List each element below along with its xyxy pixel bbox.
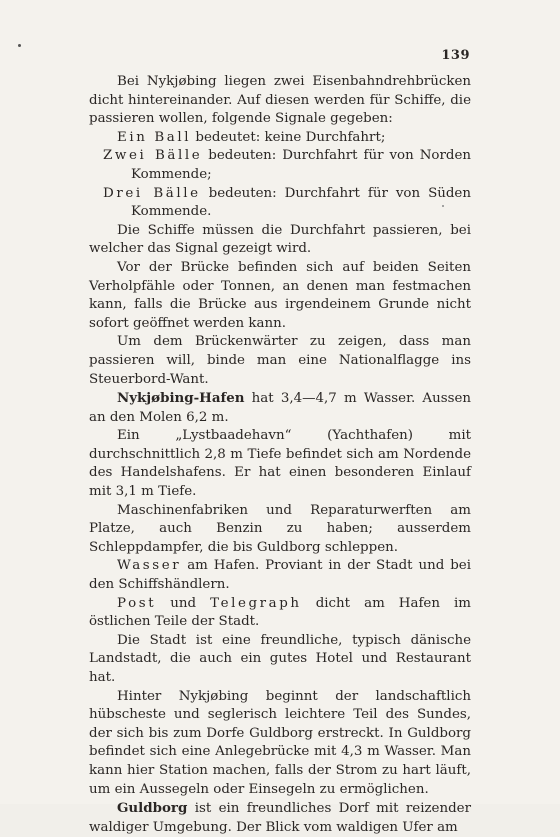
paragraph: Maschinenfabriken und Reparaturwerften am Platze, auch Benzin zu haben; ausserdem Schleppdampfer, die bis Guldborg schleppen. [89,502,471,555]
paragraph [89,595,471,632]
bold-term: Nykjøbing-Hafen [117,390,245,407]
spaced-text: Drei Bälle [103,185,201,201]
paragraph: Hinter Nykjøbing beginnt der landschaftlich hübscheste und seglerisch leichtere Teil des Sundes, der sich bis zum Dorfe Guldborg erstreckt. In Guldborg befindet sich eine Anlegebrücke mit 4,3 m Wasser. Man kann hier Station machen, falls der Strom zu hart läuft, um ein Aussegeln oder Einsegeln zu ermöglichen. [89,688,471,797]
paragraph-text: hat 3,4—4,7 m Wasser. Aussen an den Molen 6,2 m. [89,391,471,425]
paragraph: Die Stadt ist eine freundliche, typisch dänische Landstadt, die auch ein gutes Hotel und Restaurant hat. [89,632,471,685]
page-number: 139 [441,48,470,63]
paragraph-text: ist ein freundliches Dorf mit reizender waldiger Umgebung. Der Blick vom waldigen Ufer am [89,801,471,835]
paragraph-text: und [156,595,211,611]
spaced-text: Zwei Bälle [103,148,203,164]
paragraph: Ein „Lystbaadehavn“ (Yachthafen) mit durchschnittlich 2,8 m Tiefe befindet sich am Nordende des Handelshafens. Er hat einen besonderen Einlauf mit 3,1 m Tiefe. [89,428,471,500]
signal-line [89,129,471,148]
paragraph: Um dem Brückenwärter zu zeigen, dass man passieren will, binde man eine Nationalflagge ins Steuerbord-Want. [89,334,471,387]
spaced-text: Wasser [117,558,182,574]
spaced-text: Ein Ball [117,129,192,145]
paragraph: Vor der Brücke befinden sich auf beiden Seiten Verholpfähle oder Tonnen, an denen man festmachen kann, falls die Brücke aus irgendeinem Grunde nicht sofort geöffnet werden kann. [89,259,471,331]
paragraph [89,799,471,837]
signal-line [89,185,471,222]
spaced-text: Telegraph [210,595,302,611]
paragraph: Die Schiffe müssen die Durchfahrt passieren, bei welcher das Signal gezeigt wird. [89,222,471,257]
signal-line [89,147,471,184]
margin-speck [18,44,21,47]
paragraph [89,557,471,594]
signal-text: bedeuten: Durchfahrt für von Norden Kommende; [131,148,472,182]
paragraph [89,389,471,427]
paragraph: Bei Nykjøbing liegen zwei Eisenbahndrehbrücken dicht hintereinander. Auf diesen werden für Schiffe, die passieren wollen, folgende Signale gegeben: [89,74,471,127]
paragraph-text: dicht am Hafen im östlichen Teile der Stadt. [89,595,471,630]
page-body [89,73,471,837]
bold-term: Guldborg [117,800,188,817]
paragraph-text: am Hafen. Proviant in der Stadt und bei den Schiffshändlern. [89,558,471,593]
signal-text: bedeuten: Durchfahrt für von Süden Kommende. [131,185,471,220]
signal-text: bedeutet: keine Durchfahrt; [191,129,386,145]
spaced-text: Post [117,595,157,611]
